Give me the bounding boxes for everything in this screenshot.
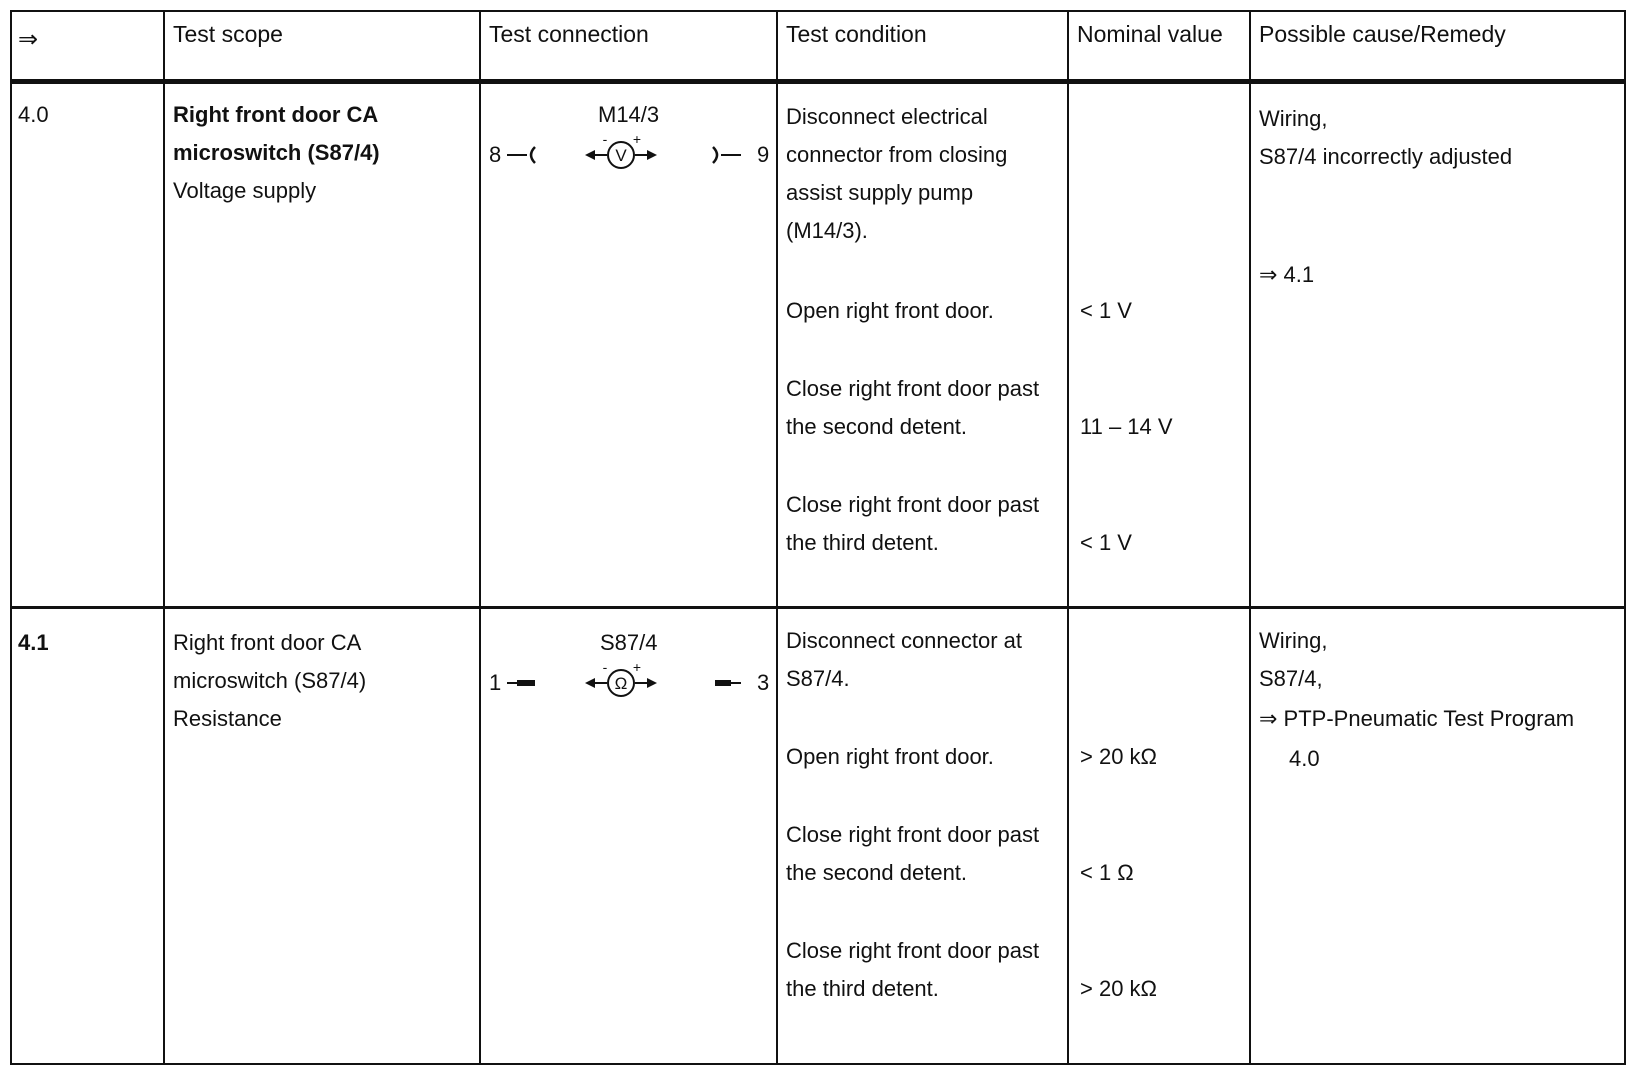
meter-symbol: V [615,146,627,165]
meter-minus: - [602,131,608,147]
connection-component: S87/4 [600,630,658,655]
scope-line: microswitch (S87/4) [173,668,367,693]
connection-right-pin: 9 [757,142,770,167]
nominal-value: < 1 V [1080,298,1132,323]
column-divider [776,10,778,1065]
condition-line: connector from closing [786,142,1008,167]
row-id: 4.1 [18,630,49,655]
column-divider [479,10,481,1065]
header-remedy: Possible cause/Remedy [1259,21,1506,47]
condition-line: the third detent. [786,530,939,555]
nominal-value: > 20 kΩ [1080,744,1157,769]
remedy-reference: ⇒ PTP-Pneumatic Test Program [1259,706,1575,731]
condition-line: the third detent. [786,976,939,1001]
ohmmeter-icon [505,659,755,700]
ohmmeter-connection-diagram [505,659,755,700]
remedy-line: S87/4 incorrectly adjusted [1259,144,1513,169]
connection-left-pin: 1 [489,670,502,695]
scope-line: Right front door CA [173,630,362,655]
nominal-value: > 20 kΩ [1080,976,1157,1001]
scope-line: microswitch (S87/4) [173,140,380,165]
meter-symbol: Ω [614,674,628,693]
header-nominal-value: Nominal value [1077,21,1223,47]
connection-left-pin: 8 [489,142,502,167]
remedy-line: Wiring, [1259,106,1328,131]
meter-minus: - [602,659,608,675]
scope-line: Resistance [173,706,282,731]
column-divider [163,10,165,1065]
condition-line: the second detent. [786,414,968,439]
condition-line: Close right front door past [786,492,1040,517]
condition-line: (M14/3). [786,218,868,243]
nominal-value: 11 – 14 V [1080,414,1173,439]
condition-line: Disconnect electrical [786,104,988,129]
remedy-line: Wiring, [1259,628,1328,653]
column-divider [1067,10,1069,1065]
condition-line: Disconnect connector at [786,628,1023,653]
header-test-condition: Test condition [786,21,927,47]
row-divider [10,606,1626,609]
connection-right-pin: 3 [757,670,770,695]
condition-line: Close right front door past [786,376,1040,401]
meter-plus: + [632,659,642,675]
condition-line: Open right front door. [786,298,994,323]
nominal-value: < 1 Ω [1080,860,1134,885]
condition-line: Open right front door. [786,744,994,769]
remedy-line: S87/4, [1259,666,1323,691]
scope-line: Right front door CA [173,102,379,127]
header-ref: ⇒ [18,26,39,53]
header-test-scope: Test scope [173,21,283,47]
condition-line: S87/4. [786,666,850,691]
scope-line: Voltage supply [173,178,317,203]
remedy-line: 4.0 [1289,746,1320,771]
condition-line: assist supply pump [786,180,974,205]
nominal-value: < 1 V [1080,530,1132,555]
voltmeter-icon [505,131,755,172]
condition-line: the second detent. [786,860,968,885]
row-id: 4.0 [18,102,49,127]
condition-line: Close right front door past [786,938,1040,963]
connection-component: M14/3 [598,102,660,127]
voltmeter-connection-diagram [505,131,755,172]
header-divider [10,79,1626,84]
condition-line: Close right front door past [786,822,1040,847]
remedy-reference: ⇒ 4.1 [1259,262,1315,287]
meter-plus: + [632,131,642,147]
header-test-connection: Test connection [489,21,649,47]
column-divider [1249,10,1251,1065]
